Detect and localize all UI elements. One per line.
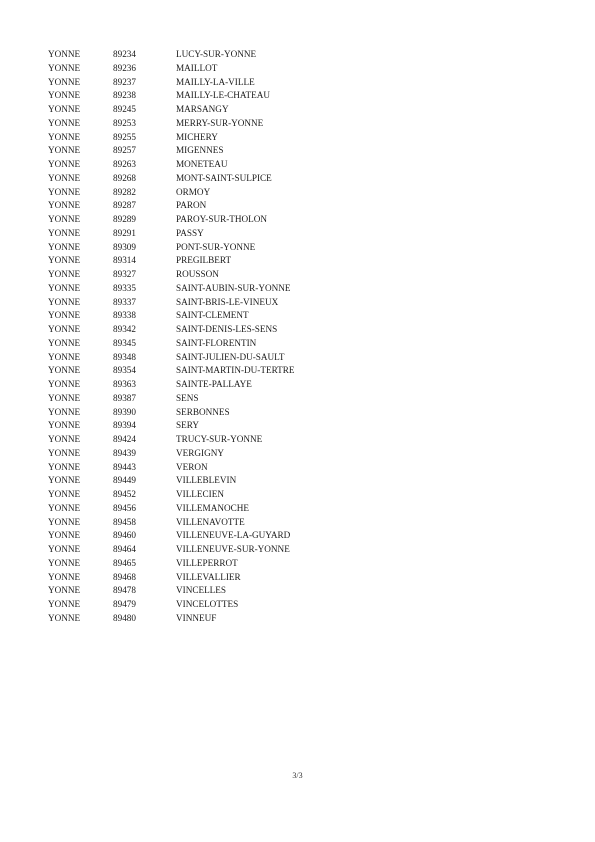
commune-name-cell: TRUCY-SUR-YONNE [176,434,263,444]
department-cell: YONNE [48,516,81,527]
department-cell: YONNE [48,117,81,128]
insee-code-cell: 89363 [113,379,136,389]
insee-code-cell: 89452 [113,489,136,499]
table-row [48,406,448,420]
insee-code-cell: 89309 [113,241,136,252]
insee-code-cell: 89390 [113,406,136,417]
insee-code-cell: 89449 [113,475,136,486]
insee-code-cell: 89464 [113,544,136,554]
table-row [48,117,448,131]
department-cell: YONNE [48,475,81,486]
department-cell: YONNE [48,310,81,321]
department-cell: YONNE [48,544,81,554]
commune-name-cell: PASSY [176,227,204,238]
department-cell: YONNE [48,392,81,403]
department-cell: YONNE [48,200,81,211]
table-row [48,254,448,268]
table-row [48,378,448,392]
department-cell: YONNE [48,296,81,307]
insee-code-cell: 89468 [113,571,136,582]
insee-code-cell: 89458 [113,516,136,527]
insee-code-cell: 89337 [113,296,136,307]
table-row [48,213,448,227]
insee-code-cell: 89478 [113,585,136,596]
insee-code-cell: 89338 [113,310,136,321]
insee-code-cell: 89479 [113,599,136,609]
table-row [48,323,448,337]
department-cell: YONNE [48,447,81,458]
department-cell: YONNE [48,227,81,238]
commune-name-cell: VERGIGNY [176,447,224,458]
table-row [48,172,448,186]
commune-name-cell: SAINT-FLORENTIN [176,337,257,348]
commune-name-cell: MICHERY [176,131,218,142]
insee-code-cell: 89465 [113,557,136,568]
insee-code-cell: 89456 [113,502,136,513]
insee-code-cell: 89443 [113,461,136,472]
department-cell: YONNE [48,379,81,389]
table-row [48,364,448,378]
insee-code-cell: 89253 [113,117,136,128]
commune-name-cell: VINCELLES [176,585,227,596]
table-row [48,392,448,406]
department-cell: YONNE [48,324,81,334]
commune-name-cell: MAILLY-LE-CHATEAU [176,90,270,101]
insee-code-cell: 89237 [113,76,136,87]
table-row [48,48,448,62]
insee-code-cell: 89291 [113,227,136,238]
insee-code-cell: 89439 [113,447,136,458]
department-cell: YONNE [48,76,81,87]
commune-name-cell: VILLENEUVE-LA-GUYARD [176,530,291,541]
commune-name-cell: VILLECIEN [176,489,224,499]
department-cell: YONNE [48,159,81,169]
commune-name-cell: VILLENAVOTTE [176,516,245,527]
commune-name-cell: VILLEPERROT [176,557,238,568]
department-cell: YONNE [48,282,81,293]
table-row [48,296,448,310]
table-row [48,612,448,626]
insee-code-cell: 89394 [113,420,136,431]
department-cell: YONNE [48,131,81,142]
commune-name-cell: VILLEBLEVIN [176,475,237,486]
department-cell: YONNE [48,434,81,444]
table-row [48,144,448,158]
table-row [48,584,448,598]
department-cell: YONNE [48,214,81,224]
department-cell: YONNE [48,461,81,472]
insee-code-cell: 89342 [113,324,136,334]
table-row [48,598,448,612]
table-row [48,557,448,571]
insee-code-cell: 89236 [113,62,136,73]
department-cell: YONNE [48,557,81,568]
commune-name-cell: MONETEAU [176,159,228,169]
insee-code-cell: 89327 [113,269,136,279]
commune-name-cell: SERBONNES [176,406,230,417]
department-cell: YONNE [48,489,81,499]
insee-code-cell: 89255 [113,131,136,142]
table-row [48,543,448,557]
table-row [48,571,448,585]
insee-code-cell: 89257 [113,145,136,156]
department-cell: YONNE [48,530,81,541]
table-row [48,268,448,282]
table-row [48,529,448,543]
table-row [48,186,448,200]
department-cell: YONNE [48,241,81,252]
department-cell: YONNE [48,186,81,197]
insee-code-cell: 89289 [113,214,136,224]
commune-name-cell: PAROY-SUR-THOLON [176,214,268,224]
table-row [48,227,448,241]
commune-name-cell: SAINT-BRIS-LE-VINEUX [176,296,279,307]
department-cell: YONNE [48,365,81,376]
page-number: 3/3 [292,771,303,780]
commune-name-cell: SENS [176,392,199,403]
commune-name-cell: VINNEUF [176,612,217,623]
table-row [48,76,448,90]
department-cell: YONNE [48,145,81,156]
department-cell: YONNE [48,104,81,114]
commune-name-cell: SAINT-JULIEN-DU-SAULT [176,351,285,362]
insee-code-cell: 89314 [113,255,136,266]
commune-name-cell: MIGENNES [176,145,224,156]
table-row [48,309,448,323]
table-row [48,241,448,255]
insee-code-cell: 89460 [113,530,136,541]
table-row [48,502,448,516]
table-row [48,516,448,530]
department-cell: YONNE [48,571,81,582]
table-row [48,351,448,365]
commune-name-cell: PONT-SUR-YONNE [176,241,256,252]
commune-name-cell: SAINT-MARTIN-DU-TERTRE [176,365,295,376]
department-cell: YONNE [48,612,81,623]
table-row [48,461,448,475]
insee-code-cell: 89354 [113,365,136,376]
insee-code-cell: 89263 [113,159,136,169]
department-cell: YONNE [48,62,81,73]
commune-name-cell: SAINT-AUBIN-SUR-YONNE [176,282,291,293]
table-row [48,447,448,461]
insee-code-cell: 89387 [113,392,136,403]
commune-name-cell: ORMOY [176,186,211,197]
department-cell: YONNE [48,585,81,596]
commune-name-cell: MONT-SAINT-SULPICE [176,172,272,183]
insee-code-cell: 89345 [113,337,136,348]
department-cell: YONNE [48,502,81,513]
commune-name-cell: VILLEMANOCHE [176,502,249,513]
insee-code-cell: 89238 [113,90,136,101]
department-cell: YONNE [48,406,81,417]
commune-name-cell: ROUSSON [176,269,219,279]
table-row [48,158,448,172]
insee-code-cell: 89424 [113,434,136,444]
commune-name-cell: MAILLY-LA-VILLE [176,76,255,87]
department-cell: YONNE [48,337,81,348]
insee-code-cell: 89234 [113,49,136,59]
table-row [48,89,448,103]
table-row [48,131,448,145]
table-row [48,433,448,447]
table-row [48,62,448,76]
table-row [48,337,448,351]
commune-name-cell: PREGILBERT [176,255,232,266]
insee-code-cell: 89287 [113,200,136,211]
department-cell: YONNE [48,599,81,609]
insee-code-cell: 89348 [113,351,136,362]
department-cell: YONNE [48,420,81,431]
commune-name-cell: MAILLOT [176,62,218,73]
department-cell: YONNE [48,255,81,266]
table-row [48,282,448,296]
commune-name-cell: SAINT-CLEMENT [176,310,249,321]
department-cell: YONNE [48,172,81,183]
department-cell: YONNE [48,90,81,101]
department-cell: YONNE [48,269,81,279]
commune-name-cell: SAINTE-PALLAYE [176,379,252,389]
insee-code-cell: 89268 [113,172,136,183]
department-cell: YONNE [48,351,81,362]
insee-code-cell: 89480 [113,612,136,623]
insee-code-cell: 89335 [113,282,136,293]
commune-name-cell: VILLENEUVE-SUR-YONNE [176,544,290,554]
commune-table [48,48,448,626]
table-row [48,474,448,488]
commune-name-cell: VERON [176,461,208,472]
commune-name-cell: MARSANGY [176,104,229,114]
commune-name-cell: PARON [176,200,207,211]
insee-code-cell: 89282 [113,186,136,197]
commune-name-cell: LUCY-SUR-YONNE [176,49,257,59]
commune-name-cell: VINCELOTTES [176,599,239,609]
table-row [48,199,448,213]
commune-name-cell: MERRY-SUR-YONNE [176,117,264,128]
commune-name-cell: VILLEVALLIER [176,571,241,582]
commune-name-cell: SAINT-DENIS-LES-SENS [176,324,278,334]
table-row [48,488,448,502]
commune-name-cell: SERY [176,420,199,431]
department-cell: YONNE [48,49,81,59]
table-row [48,419,448,433]
insee-code-cell: 89245 [113,104,136,114]
table-row [48,103,448,117]
